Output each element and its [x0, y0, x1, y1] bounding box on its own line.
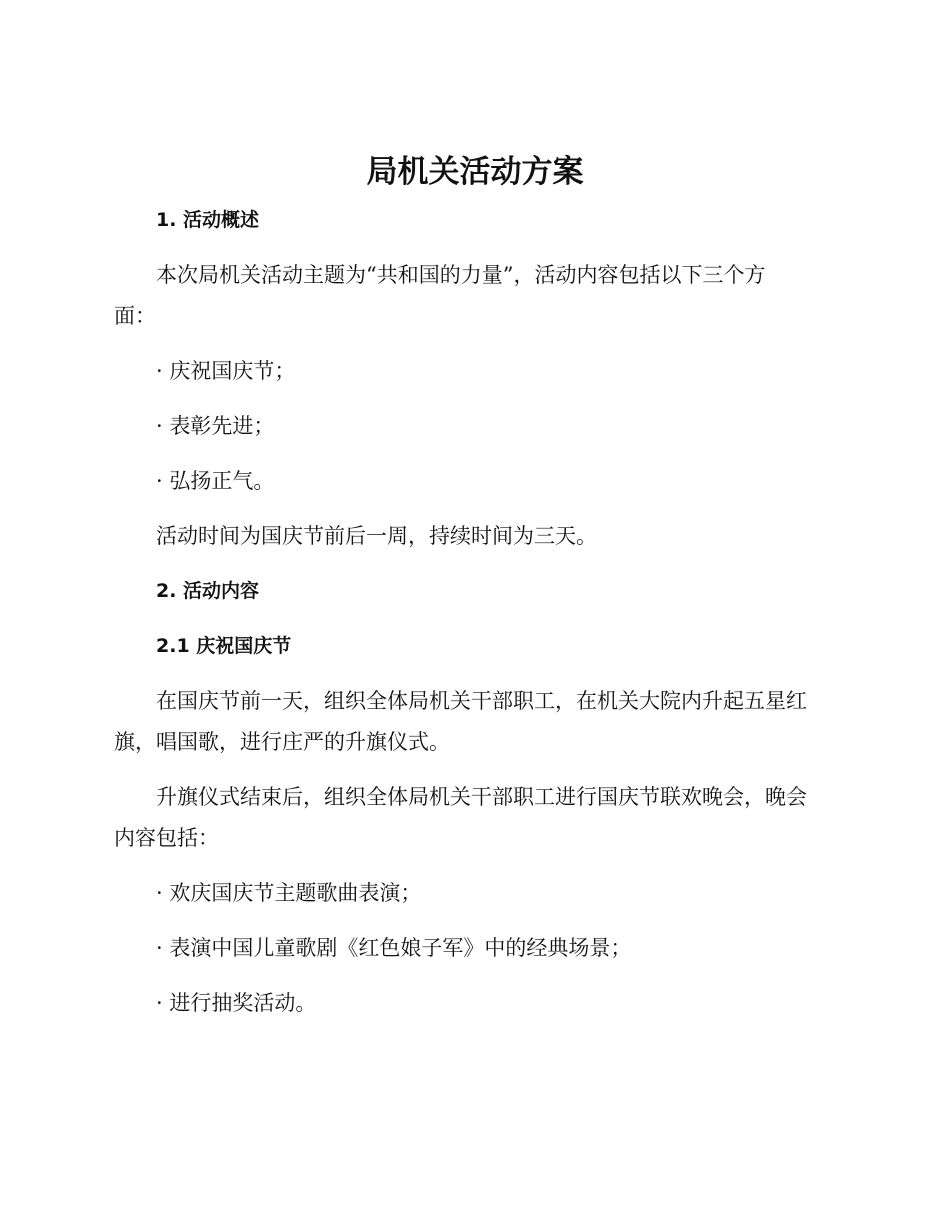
section-2-1-heading: 2.1 庆祝国庆节 — [156, 635, 292, 657]
section-2-1-paragraph-2-line-1: 升旗仪式结束后，组织全体局机关干部职工进行国庆节联欢晚会，晚会 — [156, 785, 807, 809]
section-1-bullet-1: · 庆祝国庆节； — [156, 359, 296, 383]
section-2-1-paragraph-1-line-1: 在国庆节前一天，组织全体局机关干部职工，在机关大院内升起五星红 — [156, 689, 807, 713]
section-1-paragraph-1-line-2: 面： — [114, 304, 156, 328]
section-1-bullet-2: · 表彰先进； — [156, 414, 275, 438]
section-1-paragraph-2: 活动时间为国庆节前后一周，持续时间为三天。 — [156, 524, 597, 548]
section-2-1-bullet-1: · 欢庆国庆节主题歌曲表演； — [156, 881, 422, 905]
section-1-bullet-3: · 弘扬正气。 — [156, 469, 275, 493]
section-2-1-paragraph-2-line-2: 内容包括： — [114, 826, 219, 850]
section-2-1-bullet-2: · 表演中国儿童歌剧《红色娘子军》中的经典场景； — [156, 936, 632, 960]
section-2-heading: 2. 活动内容 — [156, 580, 260, 602]
section-1-heading: 1. 活动概述 — [156, 209, 260, 231]
section-1-paragraph-1-line-1: 本次局机关活动主题为“共和国的力量”，活动内容包括以下三个方 — [156, 263, 766, 287]
document-title: 局机关活动方案 — [366, 154, 584, 190]
section-2-1-paragraph-1-line-2: 旗，唱国歌，进行庄严的升旗仪式。 — [114, 730, 450, 754]
section-2-1-bullet-3: · 进行抽奖活动。 — [156, 991, 317, 1015]
